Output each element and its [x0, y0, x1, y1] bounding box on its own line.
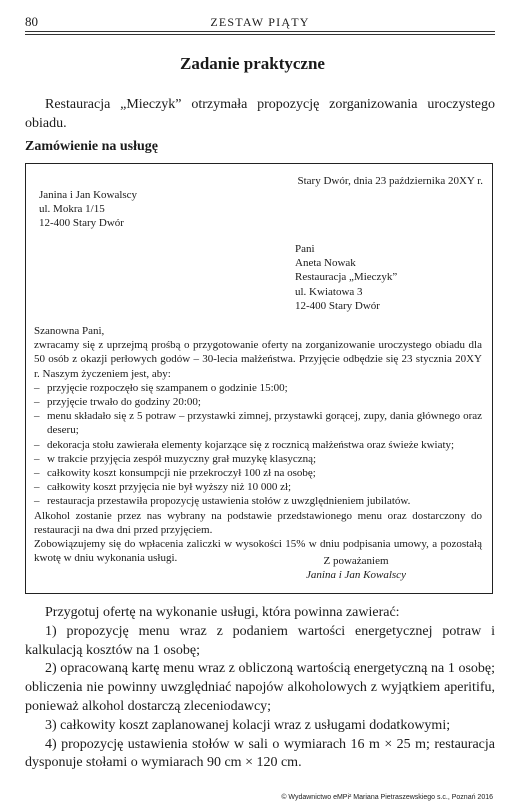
task-item: 4) propozycję ustawienia stołów w sali o wymiarach 16 m × 25 m; restauracja dysponuje stołami o wymiarach 90 cm × 120 cm. — [25, 736, 495, 771]
alcohol-note: Alkohol zostanie przez nas wybrany na podstawie przedstawionego menu oraz dostarczony do restauracji na dwa dni przed przyjęciem. — [34, 509, 482, 536]
task-item: 2) opracowaną kartę menu wraz z obliczoną wartością energetyczną na 1 osobę; obliczenia nie powinny uwzględniać napojów alkoholowych z wyjątkiem aperitifu, ponieważ alkohol dostarczą zleceniodawcy; — [25, 661, 495, 714]
sender-line: ul. Mokra 1/15 — [39, 203, 105, 216]
section-heading: Zamówienie na usługę — [25, 139, 159, 154]
task-item: 1) propozycję menu wraz z podaniem wartości energetycznej potraw i kalkulacją kosztów na 1 osobę; — [25, 623, 495, 658]
sender-line: Janina i Jan Kowalscy — [39, 189, 138, 201]
header-rule-double — [25, 34, 495, 35]
wishes-list — [34, 381, 482, 509]
wish-item: – w trakcie przyjęcia zespół muzyczny grał muzykę klasyczną; — [34, 452, 482, 466]
recipient-line: ul. Kwiatowa 3 — [295, 285, 363, 298]
sender-address — [39, 188, 137, 231]
wish-item: – przyjęcie trwało do godziny 20:00; — [34, 395, 482, 409]
page-header — [25, 14, 495, 36]
wish-item: – całkowity koszt przyjęcia nie był wyższy niż 10 000 zł; — [34, 480, 482, 494]
letter-salutation: Szanowna Pani, — [34, 325, 105, 337]
recipient-line: 12-400 Stary Dwór — [295, 299, 380, 312]
order-letter-box — [25, 163, 493, 594]
task-lead: Przygotuj ofertę na wykonanie usługi, która powinna zawierać: — [45, 605, 400, 620]
task-section — [25, 604, 495, 773]
wish-item: – restauracja przestawiła propozycję ustawienia stołów z uwzględnieniem jubilatów. — [34, 494, 482, 508]
recipient-line: Aneta Nowak — [295, 257, 356, 270]
closing-phrase: Z poważaniem — [323, 555, 389, 567]
running-title: ZESTAW PIĄTY — [210, 15, 310, 29]
page-number: 80 — [25, 14, 38, 29]
letter-date: Stary Dwór, dnia 23 października 20XY r. — [297, 175, 483, 187]
letter-body — [34, 324, 482, 565]
wish-item: – menu składało się z 5 potraw – przystawki zimnej, przystawki gorącej, zupy, dania głównego oraz deseru; — [34, 409, 482, 437]
signature: Janina i Jan Kowalscy — [306, 569, 406, 582]
wish-item: – przyjęcie rozpoczęło się szampanem o godzinie 15:00; — [34, 381, 482, 395]
copyright-footer: © Wydawnictwo eMPi² Mariana Pietraszewskiego s.c., Poznań 2016 — [281, 794, 493, 801]
letter-closing — [301, 554, 411, 582]
header-rule — [25, 31, 495, 32]
task-item: 3) całkowity koszt zaplanowanej kolacji wraz z usługami dodatkowymi; — [45, 717, 451, 733]
wish-item: – całkowity koszt konsumpcji nie przekroczył 100 zł na osobę; — [34, 466, 482, 480]
payment-note: Zobowiązujemy się do wpłacenia zaliczki w wysokości 15% w dniu podpisania umowy, a pozostałą kwotę w dniu wykonania usługi. — [34, 538, 482, 565]
recipient-line: Restauracja „Mieczyk” — [295, 271, 398, 284]
recipient-line: Pani — [295, 243, 315, 255]
page-title: Zadanie praktyczne — [180, 54, 325, 73]
recipient-address — [295, 242, 397, 313]
sender-line: 12-400 Stary Dwór — [39, 217, 124, 230]
letter-opening: zwracamy się z uprzejmą prośbą o przygotowanie oferty na zorganizowanie uroczystego obiadu dla 50 osób z okazji perłowych godów – 30-lecia małżeństwa. Przyjęcie odbędzie się 23 stycznia 20XY r. Naszym życzeniem jest, aby: — [34, 339, 482, 380]
wish-item: – dekoracja stołu zawierała elementy kojarzące się z rocznicą małżeństwa oraz świeże kwiaty; — [34, 438, 482, 452]
intro-paragraph: Restauracja „Mieczyk” otrzymała propozycję zorganizowania uroczystego obiadu. — [25, 97, 495, 131]
